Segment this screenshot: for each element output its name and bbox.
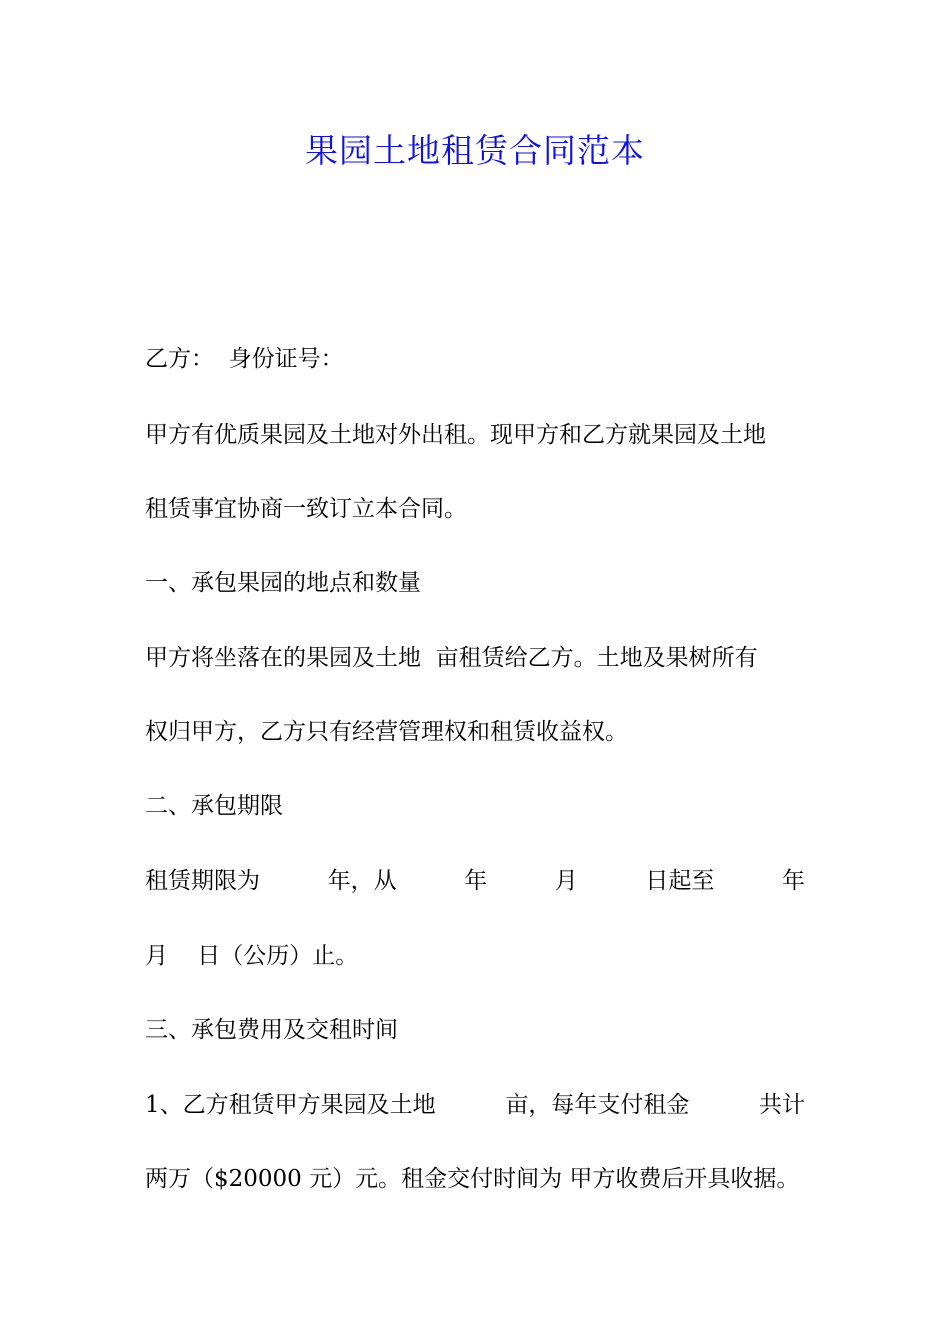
text-segment: 1、乙方租赁甲方果园及土地: [145, 1092, 436, 1118]
text-segment: 年: [781, 868, 805, 894]
text-segment: 亩，每年支付租金: [505, 1092, 690, 1118]
section-2-line-1: [145, 866, 805, 896]
intro-line-1: 甲方有优质果园及土地对外出租。现甲方和乙方就果园及土地: [145, 422, 766, 448]
text-segment: 年: [464, 868, 488, 894]
text-segment: 租赁期限为: [145, 868, 260, 894]
section-1-line-1: 甲方将坐落在的果园及土地 亩租赁给乙方。土地及果树所有: [145, 645, 758, 671]
text-segment: 共计: [758, 1092, 805, 1118]
text-segment: 年，从: [327, 868, 397, 894]
section-1-heading: 一、承包果园的地点和数量: [145, 570, 421, 596]
section-2-heading: 二、承包期限: [145, 793, 283, 819]
page-title: 果园土地租赁合同范本: [305, 131, 645, 170]
section-2-line-2: 月 日（公历）止。: [145, 943, 359, 969]
text-segment: 月: [554, 868, 578, 894]
section-3-heading: 三、承包费用及交租时间: [145, 1017, 398, 1043]
section-3-line-2: 两万（$20000 元）元。租金交付时间为 甲方收费后开具收据。: [145, 1166, 800, 1192]
section-3-line-1: [145, 1090, 805, 1120]
text-segment: 日起至: [645, 868, 715, 894]
section-1-line-2: 权归甲方，乙方只有经营管理权和租赁收益权。: [145, 719, 628, 745]
party-b-line: 乙方： 身份证号：: [145, 346, 344, 372]
intro-line-2: 租赁事宜协商一致订立本合同。: [145, 496, 467, 522]
